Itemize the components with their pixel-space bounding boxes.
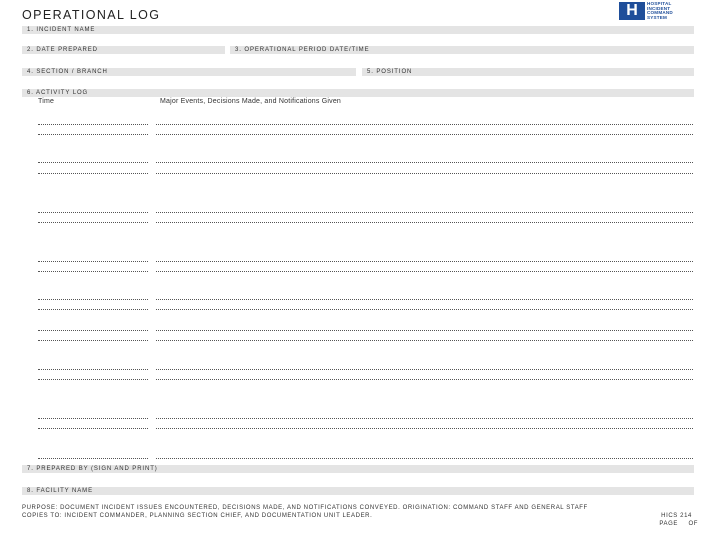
time-entry-line[interactable] — [38, 369, 148, 370]
time-entry-line[interactable] — [38, 330, 148, 331]
event-entry-line[interactable] — [156, 418, 693, 419]
time-entry-line[interactable] — [38, 428, 148, 429]
time-entry-line[interactable] — [38, 222, 148, 223]
purpose-text: PURPOSE: DOCUMENT INCIDENT ISSUES ENCOUNTERED, DECISIONS MADE, AND NOTIFICATIONS CONVEYED. ORIGINATION: COMMAND STAFF AND GENERAL STAFF — [22, 505, 588, 511]
time-entry-line[interactable] — [38, 458, 148, 459]
time-entry-line[interactable] — [38, 299, 148, 300]
logo-line: INCIDENT — [647, 5, 671, 11]
time-column-header: Time — [38, 98, 55, 105]
form-number: HICS 214 — [661, 513, 692, 519]
event-entry-line[interactable] — [156, 222, 693, 223]
time-entry-line[interactable] — [38, 340, 148, 341]
section-branch-field[interactable]: 4. SECTION / BRANCH — [22, 68, 356, 76]
operational-period-field[interactable]: 3. OPERATIONAL PERIOD DATE/TIME — [230, 46, 694, 54]
logo-line: COMMAND — [647, 10, 673, 16]
event-entry-line[interactable] — [156, 369, 693, 370]
event-entry-line[interactable] — [156, 124, 693, 125]
time-entry-line[interactable] — [38, 134, 148, 135]
prepared-by-field[interactable]: 7. PREPARED BY (SIGN AND PRINT) — [22, 465, 694, 473]
time-entry-line[interactable] — [38, 309, 148, 310]
event-entry-line[interactable] — [156, 330, 693, 331]
logo-line: SYSTEM — [647, 14, 668, 20]
event-entry-line[interactable] — [156, 299, 693, 300]
time-entry-line[interactable] — [38, 379, 148, 380]
event-entry-line[interactable] — [156, 379, 693, 380]
copies-text: COPIES TO: INCIDENT COMMANDER, PLANNING SECTION CHIEF, AND DOCUMENTATION UNIT LEADER. — [22, 513, 373, 519]
event-entry-line[interactable] — [156, 261, 693, 262]
event-entry-line[interactable] — [156, 162, 693, 163]
hospital-h-icon: H — [619, 2, 645, 20]
time-entry-line[interactable] — [38, 162, 148, 163]
event-entry-line[interactable] — [156, 134, 693, 135]
activity-log-header: 6. ACTIVITY LOG — [22, 89, 694, 97]
time-entry-line[interactable] — [38, 212, 148, 213]
event-entry-line[interactable] — [156, 212, 693, 213]
logo-line: HOSPITAL — [647, 1, 672, 6]
events-column-header: Major Events, Decisions Made, and Notifications Given — [160, 98, 342, 105]
event-entry-line[interactable] — [156, 309, 693, 310]
form-title: OPERATIONAL LOG — [22, 8, 161, 22]
of-label: OF — [688, 521, 698, 527]
time-entry-line[interactable] — [38, 271, 148, 272]
event-entry-line[interactable] — [156, 271, 693, 272]
event-entry-line[interactable] — [156, 173, 693, 174]
event-entry-line[interactable] — [156, 428, 693, 429]
hics-logo — [619, 2, 695, 20]
time-entry-line[interactable] — [38, 261, 148, 262]
position-field[interactable]: 5. POSITION — [362, 68, 694, 76]
time-entry-line[interactable] — [38, 173, 148, 174]
event-entry-line[interactable] — [156, 340, 693, 341]
incident-name-field[interactable]: 1. INCIDENT NAME — [22, 26, 694, 34]
time-entry-line[interactable] — [38, 124, 148, 125]
time-entry-line[interactable] — [38, 418, 148, 419]
facility-name-field[interactable]: 8. FACILITY NAME — [22, 487, 694, 495]
event-entry-line[interactable] — [156, 458, 693, 459]
logo-text — [647, 2, 673, 20]
date-prepared-field[interactable]: 2. DATE PREPARED — [22, 46, 225, 54]
page-label: PAGE — [659, 521, 678, 527]
